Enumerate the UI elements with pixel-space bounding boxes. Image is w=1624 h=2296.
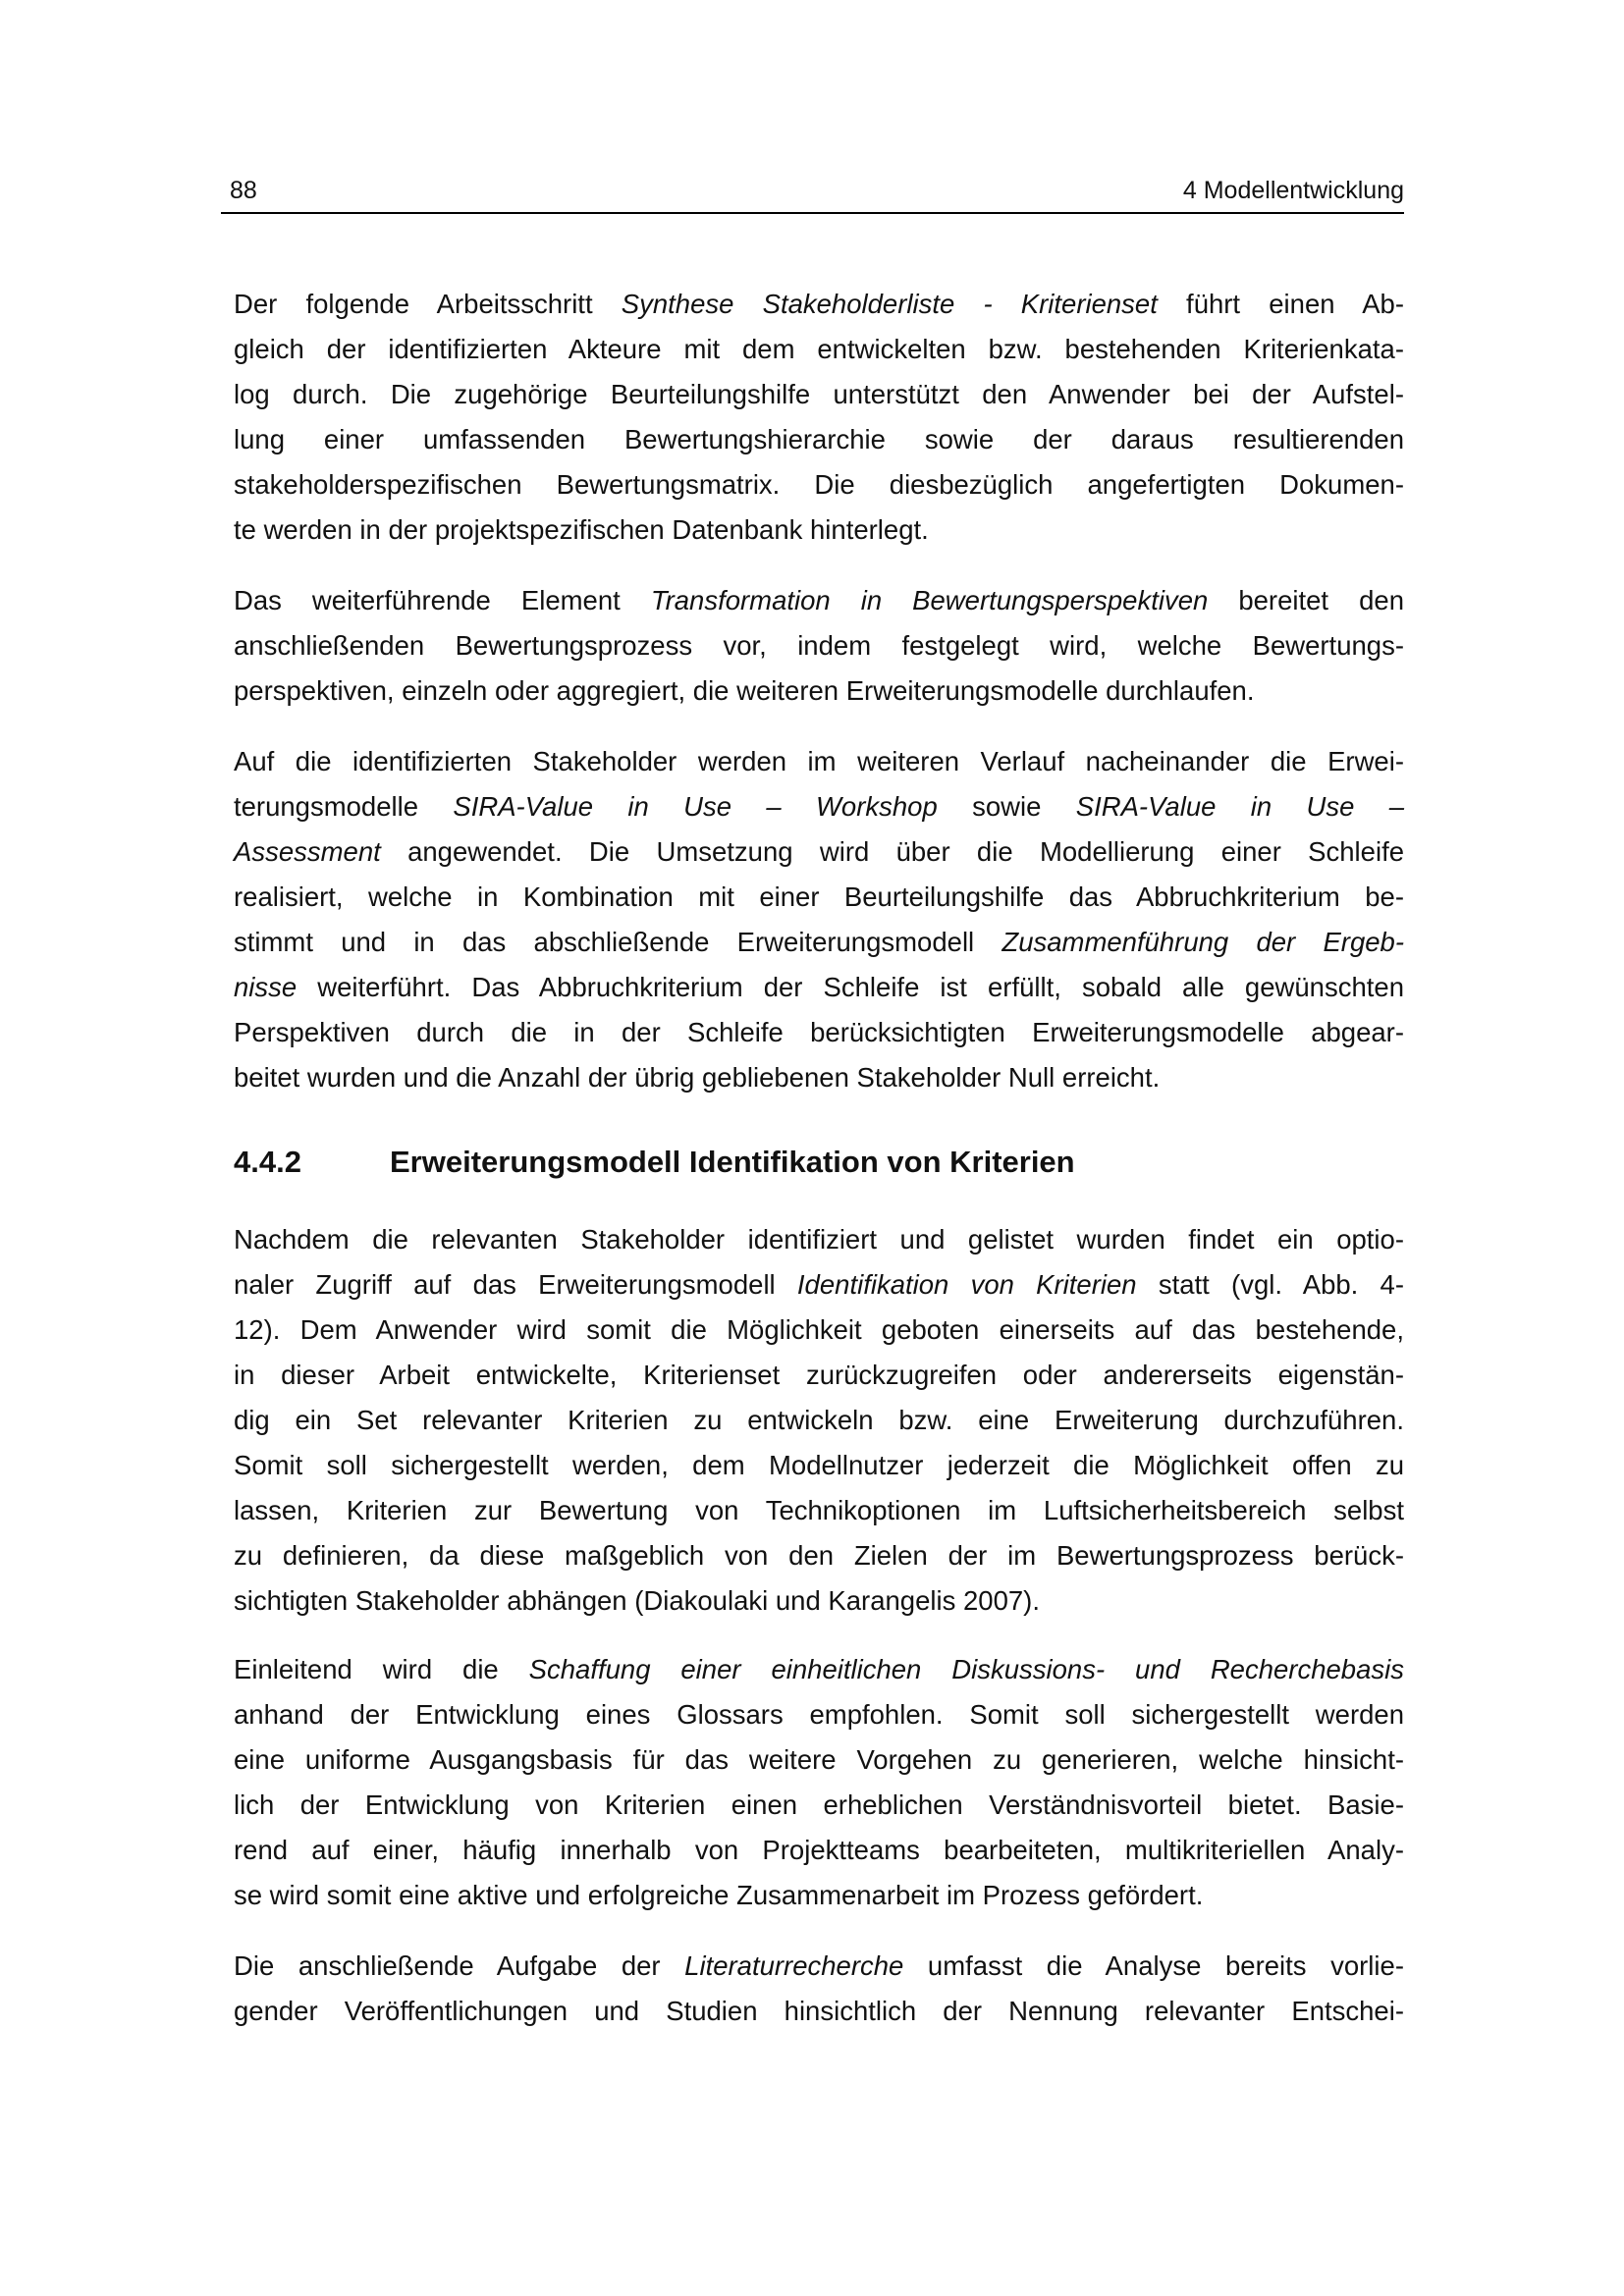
text-run: te werden in der projektspezifischen Datenbank hinterlegt.	[234, 514, 929, 545]
text-run: Einleitend wird die	[234, 1654, 529, 1684]
text-line	[234, 1783, 1404, 1828]
text-line	[234, 578, 1404, 623]
text-run: umfasst die Analyse bereits vorlie-	[903, 1950, 1404, 1981]
text-line	[234, 372, 1404, 417]
text-line	[234, 327, 1404, 372]
text-line	[234, 1873, 1404, 1918]
emphasized-text: SIRA-Value in Use –	[1075, 791, 1405, 822]
text-line	[234, 1055, 1404, 1100]
text-run: Perspektiven durch die in der Schleife berücksichtigten Erweiterungsmodelle abgear-	[234, 1017, 1404, 1047]
text-run: rend auf einer, häufig innerhalb von Projektteams bearbeiteten, multikriteriellen Analy-	[234, 1835, 1404, 1865]
text-run: angewendet. Die Umsetzung wird über die Modellierung einer Schleife	[380, 836, 1404, 867]
text-run: lassen, Kriterien zur Bewertung von Technikoptionen im Luftsicherheitsbereich selbst	[234, 1495, 1404, 1525]
text-line	[234, 784, 1404, 829]
text-run: eine uniforme Ausgangsbasis für das weitere Vorgehen zu generieren, welche hinsicht-	[234, 1744, 1404, 1775]
text-line	[234, 829, 1404, 875]
text-line	[234, 1308, 1404, 1353]
section-number: 4.4.2	[234, 1145, 301, 1179]
text-run: bereitet den	[1208, 585, 1404, 615]
text-run: Somit soll sichergestellt werden, dem Modellnutzer jederzeit die Möglichkeit offen zu	[234, 1450, 1404, 1480]
text-line	[234, 282, 1404, 327]
text-run: gleich der identifizierten Akteure mit dem entwickelten bzw. bestehenden Kriterienkata-	[234, 334, 1404, 364]
text-run: perspektiven, einzeln oder aggregiert, die weiteren Erweiterungsmodelle durchlaufen.	[234, 675, 1255, 706]
text-line	[234, 462, 1404, 507]
text-line	[234, 920, 1404, 965]
text-run: se wird somit eine aktive und erfolgreiche Zusammenarbeit im Prozess gefördert.	[234, 1880, 1204, 1910]
text-run: in dieser Arbeit entwickelte, Kriterienset zurückzugreifen oder andererseits eigenstän-	[234, 1360, 1404, 1390]
text-line	[234, 1989, 1404, 2034]
text-line	[234, 507, 1404, 553]
text-line	[234, 1217, 1404, 1262]
text-line	[234, 417, 1404, 462]
emphasized-text: Assessment	[234, 836, 381, 867]
emphasized-text: Transformation in Bewertungsperspektiven	[650, 585, 1209, 615]
text-line	[234, 1010, 1404, 1055]
text-run: statt (vgl. Abb. 4-	[1136, 1269, 1405, 1300]
text-run: lung einer umfassenden Bewertungshierarchie sowie der daraus resultierenden	[234, 424, 1404, 454]
text-line	[234, 1692, 1404, 1737]
text-run: zu definieren, da diese maßgeblich von den Zielen der im Bewertungsprozess berück-	[234, 1540, 1404, 1571]
text-line	[234, 623, 1404, 668]
text-run: gender Veröffentlichungen und Studien hinsichtlich der Nennung relevanter Entschei-	[234, 1996, 1404, 2026]
chapter-title: 4 Modellentwicklung	[1182, 177, 1404, 204]
emphasized-text: Schaffung einer einheitlichen Diskussions- und Recherchebasis	[528, 1654, 1405, 1684]
text-run: Das weiterführende Element	[234, 585, 651, 615]
text-run: sichtigten Stakeholder abhängen (Diakoulaki und Karangelis 2007).	[234, 1585, 1040, 1616]
paragraph	[234, 282, 1404, 553]
paragraph	[234, 1647, 1404, 1918]
text-line	[234, 1737, 1404, 1783]
text-run: weiterführt. Das Abbruchkriterium der Schleife ist erfüllt, sobald alle gewünschten	[297, 972, 1404, 1002]
text-run: führt einen Ab-	[1157, 289, 1404, 319]
text-run: anhand der Entwicklung eines Glossars empfohlen. Somit soll sichergestellt werden	[234, 1699, 1404, 1730]
text-line	[234, 875, 1404, 920]
text-run: Die anschließende Aufgabe der	[234, 1950, 685, 1981]
text-line	[234, 1944, 1404, 1989]
text-line	[234, 1488, 1404, 1533]
page-number: 88	[230, 177, 257, 204]
text-line	[234, 1398, 1404, 1443]
emphasized-text: Literaturrecherche	[684, 1950, 904, 1981]
text-run: stakeholderspezifischen Bewertungsmatrix. Die diesbezüglich angefertigten Dokumen-	[234, 469, 1404, 500]
text-run: sowie	[937, 791, 1076, 822]
text-line	[234, 1828, 1404, 1873]
text-run: Nachdem die relevanten Stakeholder identifiziert und gelistet wurden findet ein optio-	[234, 1224, 1404, 1255]
text-run: anschließenden Bewertungsprozess vor, indem festgelegt wird, welche Bewertungs-	[234, 630, 1404, 661]
text-run: naler Zugriff auf das Erweiterungsmodell	[234, 1269, 797, 1300]
running-header	[230, 177, 1404, 205]
section-heading	[234, 1145, 1075, 1180]
text-run: Der folgende Arbeitsschritt	[234, 289, 622, 319]
emphasized-text: Identifikation von Kriterien	[796, 1269, 1137, 1300]
text-run: realisiert, welche in Kombination mit einer Beurteilungshilfe das Abbruchkriterium be-	[234, 881, 1404, 912]
paragraph	[234, 739, 1404, 1100]
text-run: Auf die identifizierten Stakeholder werden im weiteren Verlauf nacheinander die Erwei-	[234, 746, 1404, 776]
text-run: terungsmodelle	[234, 791, 454, 822]
text-line	[234, 1533, 1404, 1578]
emphasized-text: nisse	[234, 972, 298, 1002]
text-line	[234, 1647, 1404, 1692]
emphasized-text: Zusammenführung der Ergeb-	[1001, 927, 1404, 957]
text-run: 12). Dem Anwender wird somit die Möglichkeit geboten einerseits auf das bestehende,	[234, 1314, 1404, 1345]
text-line	[234, 1443, 1404, 1488]
header-rule	[221, 212, 1404, 214]
emphasized-text: SIRA-Value in Use – Workshop	[453, 791, 938, 822]
text-line	[234, 1353, 1404, 1398]
text-run: log durch. Die zugehörige Beurteilungshilfe unterstützt den Anwender bei der Aufstel-	[234, 379, 1404, 409]
text-run: stimmt und in das abschließende Erweiterungsmodell	[234, 927, 1002, 957]
text-run: lich der Entwicklung von Kriterien einen erheblichen Verständnisvorteil bietet. Basie-	[234, 1789, 1404, 1820]
text-line	[234, 965, 1404, 1010]
section-title: Erweiterungsmodell Identifikation von Kriterien	[390, 1145, 1075, 1179]
paragraph	[234, 578, 1404, 714]
text-run: beitet wurden und die Anzahl der übrig gebliebenen Stakeholder Null erreicht.	[234, 1062, 1161, 1093]
text-line	[234, 1262, 1404, 1308]
emphasized-text: Synthese Stakeholderliste - Kriterienset	[621, 289, 1158, 319]
text-run: dig ein Set relevanter Kriterien zu entwickeln bzw. eine Erweiterung durchzuführen.	[234, 1405, 1404, 1435]
text-line	[234, 1578, 1404, 1624]
paragraph	[234, 1944, 1404, 2034]
text-line	[234, 668, 1404, 714]
text-line	[234, 739, 1404, 784]
paragraph	[234, 1217, 1404, 1624]
